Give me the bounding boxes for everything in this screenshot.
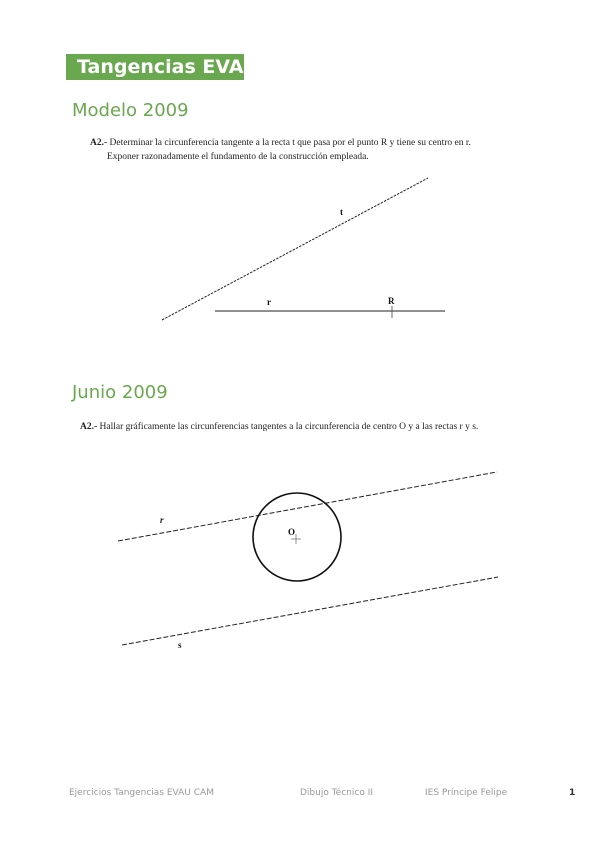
problem-statement-modelo-2009-line1 bbox=[90, 138, 471, 148]
page-number: 1 bbox=[569, 788, 576, 798]
problem-number: A2.- bbox=[80, 422, 98, 432]
footer-center-text: Dibujo Técnico II bbox=[300, 788, 373, 798]
label-O: O bbox=[288, 527, 296, 537]
label-R: R bbox=[388, 296, 395, 306]
line-s bbox=[122, 577, 498, 645]
problem-statement-modelo-2009-line2: Exponer razonadamente el fundamento de la construcción empleada. bbox=[107, 152, 369, 162]
label-s: s bbox=[178, 640, 182, 650]
figure-junio-2009 bbox=[110, 460, 510, 660]
label-r: r bbox=[267, 297, 271, 307]
figure-modelo-2009 bbox=[150, 172, 460, 332]
footer-right-text: IES Príncipe Felipe bbox=[425, 788, 508, 798]
problem-text: Determinar la circunferencia tangente a la recta t que pasa por el punto R y tiene su centro en r. bbox=[109, 138, 471, 148]
line-r bbox=[118, 472, 497, 541]
footer-left-text: Ejercicios Tangencias EVAU CAM bbox=[69, 788, 214, 798]
label-r: r bbox=[160, 515, 164, 525]
section-title-junio-2009: Junio 2009 bbox=[72, 382, 168, 403]
section-title-modelo-2009: Modelo 2009 bbox=[72, 100, 189, 121]
label-t: t bbox=[340, 207, 343, 217]
circle-O bbox=[253, 493, 341, 581]
document-title-banner: Tangencias EVAU bbox=[66, 54, 244, 80]
problem-number: A2.- bbox=[90, 138, 108, 148]
problem-text: Hallar gráficamente las circunferencias tangentes a la circunferencia de centro O y a las rectas r y s. bbox=[99, 422, 479, 432]
problem-statement-junio-2009 bbox=[80, 422, 478, 432]
